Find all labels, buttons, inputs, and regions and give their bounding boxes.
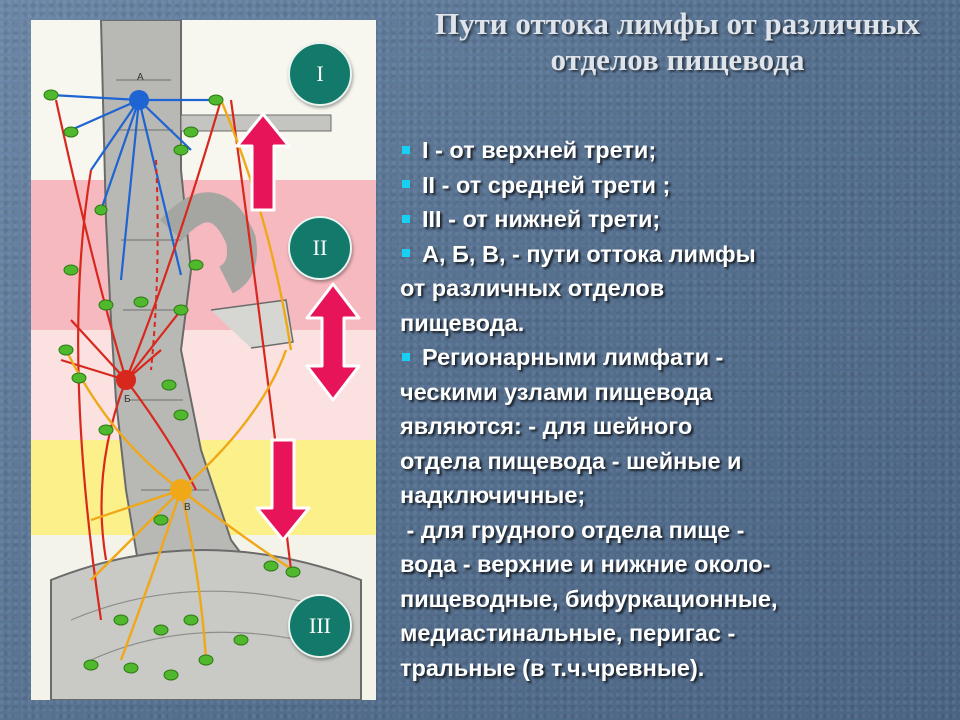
bullet-text: Регионарными лимфати - — [422, 344, 724, 370]
bullet-text: I - от верхней трети; — [422, 137, 657, 163]
bullet-text: А, Б, В, - пути оттока лимфы — [422, 240, 756, 267]
node-v — [170, 479, 192, 501]
bullet-text: надключичные; — [400, 482, 586, 508]
continuation-text: тральные (в т.ч.чревные). — [400, 654, 705, 681]
continuation-text: - для грудного отдела пище - — [400, 516, 745, 543]
bullet-text: отдела пищевода - шейные и — [400, 447, 742, 474]
continuation-text: вода - верхние и нижние около- — [400, 551, 771, 577]
figure-label-v: В — [184, 502, 191, 513]
bullet-square-icon — [402, 353, 410, 361]
bullet-text: ческими узлами пищевода — [400, 378, 713, 405]
bullet-square-icon — [402, 215, 410, 223]
bullet-square-icon — [402, 146, 410, 154]
zone-marker-1: I — [288, 42, 352, 106]
bullet-square-icon — [402, 249, 410, 257]
bullet-text: II - от средней трети ; — [422, 171, 671, 198]
slide-title: Пути оттока лимфы от различных отделов пищевода — [434, 6, 921, 77]
node-a — [129, 90, 149, 110]
bullet-text: III - от нижней трети; — [422, 206, 661, 232]
bullet-text: от различных отделов — [400, 275, 665, 301]
node-b — [116, 370, 136, 390]
bullet-item — [400, 133, 950, 168]
zone-marker-3: III — [288, 594, 352, 658]
figure-label-b: Б — [124, 394, 131, 405]
continuation-item — [400, 513, 950, 686]
bullet-item — [400, 202, 950, 237]
bullet-item — [400, 340, 950, 513]
bullet-item — [400, 168, 950, 203]
figure-label-a: А — [137, 72, 144, 83]
zone-marker-2: II — [288, 216, 352, 280]
bullet-text: являются: - для шейного — [400, 413, 693, 439]
continuation-text: пищеводные, бифуркационные, — [400, 585, 778, 612]
bullet-square-icon — [402, 180, 410, 188]
bullet-list — [400, 133, 950, 685]
bullet-item — [400, 237, 950, 341]
continuation-text: медиастинальные, перигас - — [400, 620, 736, 646]
bullet-text: пищевода. — [400, 309, 525, 336]
